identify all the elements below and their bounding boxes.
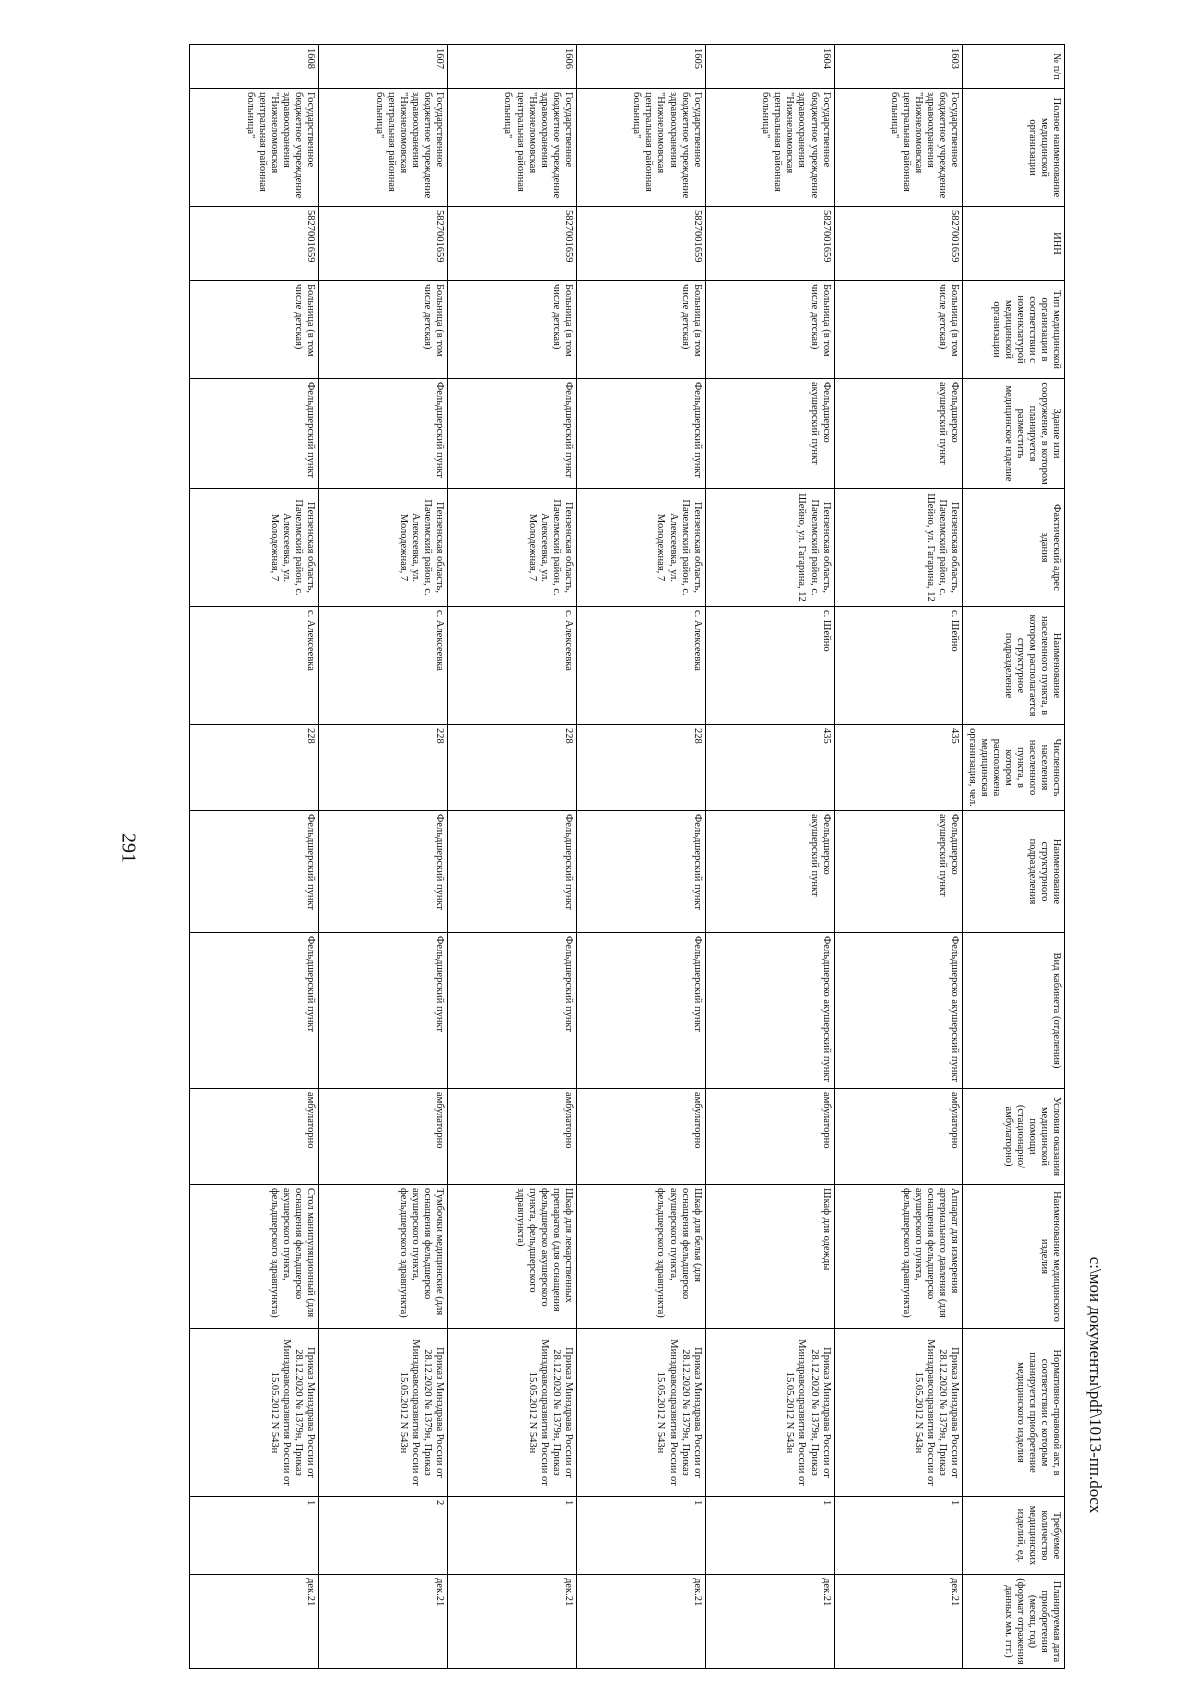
table-cell: 5827001659: [576, 207, 705, 281]
table-cell: Фельдшерско акушерский пункт: [705, 811, 834, 933]
table-cell: Фельдшерский пункт: [318, 933, 447, 1089]
table-cell: 228: [318, 725, 447, 811]
table-cell: 5827001659: [705, 207, 834, 281]
header-cell: Наименование структурного подразделения: [963, 811, 1065, 933]
table-cell: Государственное бюджетное учреждение здравоохранения "Нижнеломовская центральная районная больница": [834, 89, 963, 207]
table-cell: Приказ Минздрава России от 28.12.2020 № 1379н, Приказ Минздравсоцразвития России от 15.05.2012 N 543н: [318, 1329, 447, 1497]
table-cell: дек.21: [190, 1575, 319, 1669]
table-cell: 5827001659: [447, 207, 576, 281]
table-cell: Приказ Минздрава России от 28.12.2020 № 1379н, Приказ Минздравсоцразвития России от 15.05.2012 N 543н: [705, 1329, 834, 1497]
table-cell: Пензенская область, Пачелмский район, с. Алексеевка, ул. Молодежная, 7: [190, 489, 319, 607]
table-cell: 228: [190, 725, 319, 811]
table-cell: Пензенская область, Пачелмский район, с. Алексеевка, ул. Молодежная, 7: [576, 489, 705, 607]
table-cell: Государственное бюджетное учреждение здравоохранения "Нижнеломовская центральная районная больница": [318, 89, 447, 207]
table-cell: 2: [318, 1497, 447, 1575]
file-path-footer: c:\мои документы\pdf\1013-пп.docx: [1086, 1256, 1105, 1514]
table-cell: Фельдшерский пункт: [447, 933, 576, 1089]
table-cell: Фельдшерский пункт: [576, 379, 705, 489]
table-cell: Больница (в том числе детская): [705, 281, 834, 379]
table-cell: Фельдшерский пункт: [447, 811, 576, 933]
table-cell: дек.21: [834, 1575, 963, 1669]
header-cell: Планируемая дата приобретения (месяц, год) (формат отражения данных мм. ггг.): [963, 1575, 1065, 1669]
table-cell: с. Алексеевка: [318, 607, 447, 725]
table-cell: Фельдшерский пункт: [318, 811, 447, 933]
table-cell: Пензенская область, Пачелмский район, с. Шейно, ул. Гагарина, 12: [834, 489, 963, 607]
header-cell: Вид кабинета (отделения): [963, 933, 1065, 1089]
table-cell: амбулаторно: [190, 1089, 319, 1185]
table-cell: Приказ Минздрава России от 28.12.2020 № 1379н, Приказ Минздравсоцразвития России от 15.05.2012 N 543н: [834, 1329, 963, 1497]
header-cell: Наименование медицинского изделия: [963, 1185, 1065, 1329]
table-cell: 228: [576, 725, 705, 811]
table-cell: 435: [705, 725, 834, 811]
table-cell: Государственное бюджетное учреждение здравоохранения "Нижнеломовская центральная районная больница": [447, 89, 576, 207]
table-row: [576, 45, 705, 1669]
table-cell: Фельдшерско акушерский пункт: [834, 379, 963, 489]
document-table-container: [189, 44, 1065, 1668]
table-cell: Фельдшерско акушерский пункт: [705, 379, 834, 489]
table-cell: 5827001659: [318, 207, 447, 281]
table-cell: Фельдшерско акушерский пункт: [834, 933, 963, 1089]
table-cell: с. Шейно: [705, 607, 834, 725]
table-cell: Фельдшерско акушерский пункт: [834, 811, 963, 933]
table-row: [447, 45, 576, 1669]
table-cell: 1608: [190, 45, 319, 89]
table-cell: 5827001659: [190, 207, 319, 281]
header-cell: № п/п: [963, 45, 1065, 89]
table-cell: амбулаторно: [447, 1089, 576, 1185]
table-cell: Стол манипуляционный (для оснащения фельдшерско акушерского пункта, фельдшерского здравпункта): [190, 1185, 319, 1329]
table-cell: с. Алексеевка: [576, 607, 705, 725]
table-cell: с. Алексеевка: [447, 607, 576, 725]
table-cell: Шкаф для одежды: [705, 1185, 834, 1329]
table-cell: 1605: [576, 45, 705, 89]
table-cell: с. Алексеевка: [190, 607, 319, 725]
table-cell: 435: [834, 725, 963, 811]
table-cell: 1: [190, 1497, 319, 1575]
header-cell: Условия оказания медицинской помощи (стационарно/ амбулаторно): [963, 1089, 1065, 1185]
table-cell: Больница (в том числе детская): [318, 281, 447, 379]
header-cell: Фактический адрес здания: [963, 489, 1065, 607]
header-cell: Требуемое количество медицинских изделий, ед.: [963, 1497, 1065, 1575]
table-cell: Шкаф для белья (для оснащения фельдшерско акушерского пункта, фельдшерского здравпункта): [576, 1185, 705, 1329]
table-cell: дек.21: [705, 1575, 834, 1669]
header-cell: Здание или сооружение, в котором планируется разместить медицинское изделие: [963, 379, 1065, 489]
table-cell: 1606: [447, 45, 576, 89]
table-cell: амбулаторно: [318, 1089, 447, 1185]
table-cell: Тумбочки медицинские (для оснащения фельдшерско акушерского пункта, фельдшерского здравпункта): [318, 1185, 447, 1329]
table-cell: амбулаторно: [834, 1089, 963, 1185]
table-cell: 1: [576, 1497, 705, 1575]
table-row: [834, 45, 963, 1669]
table-row: [318, 45, 447, 1669]
table-cell: Пензенская область, Пачелмский район, с. Шейно, ул. Гагарина, 12: [705, 489, 834, 607]
table-cell: дек.21: [447, 1575, 576, 1669]
table-cell: 5827001659: [834, 207, 963, 281]
table-cell: Государственное бюджетное учреждение здравоохранения "Нижнеломовская центральная районная больница": [190, 89, 319, 207]
table-cell: дек.21: [318, 1575, 447, 1669]
medical-equipment-table: [189, 44, 1065, 1669]
table-cell: Пензенская область, Пачелмский район, с. Алексеевка, ул. Молодежная, 7: [447, 489, 576, 607]
table-cell: амбулаторно: [576, 1089, 705, 1185]
table-cell: 1: [447, 1497, 576, 1575]
table-cell: Больница (в том числе детская): [447, 281, 576, 379]
table-cell: амбулаторно: [705, 1089, 834, 1185]
table-cell: Больница (в том числе детская): [834, 281, 963, 379]
table-cell: Фельдшерский пункт: [576, 811, 705, 933]
header-cell: Полное наименование медицинской организации: [963, 89, 1065, 207]
header-cell: Численность населения населенного пункта, в котором расположена медицинская организация, чел.: [963, 725, 1065, 811]
table-cell: Фельдшерский пункт: [190, 811, 319, 933]
header-cell: Тип медицинской организации в соответствии с номенклатурой медицинской организации: [963, 281, 1065, 379]
header-cell: Наименование населенного пункта, в котором располагается структурное подразделение: [963, 607, 1065, 725]
table-cell: Аппарат для измерения артериального давления (для оснащения фельдшерско акушерского пункта, фельдшерского здравпункта): [834, 1185, 963, 1329]
table-cell: 228: [447, 725, 576, 811]
table-cell: Пензенская область, Пачелмский район, с. Алексеевка, ул. Молодежная, 7: [318, 489, 447, 607]
header-cell: ИНН: [963, 207, 1065, 281]
table-cell: Больница (в том числе детская): [576, 281, 705, 379]
table-cell: Приказ Минздрава России от 28.12.2020 № 1379н, Приказ Минздравсоцразвития России от 15.05.2012 N 543н: [576, 1329, 705, 1497]
table-cell: 1604: [705, 45, 834, 89]
table-cell: 1: [705, 1497, 834, 1575]
table-header-row: [963, 45, 1065, 1669]
table-cell: с. Шейно: [834, 607, 963, 725]
table-cell: 1: [834, 1497, 963, 1575]
table-cell: Приказ Минздрава России от 28.12.2020 № 1379н, Приказ Минздравсоцразвития России от 15.05.2012 N 543н: [190, 1329, 319, 1497]
table-cell: Приказ Минздрава России от 28.12.2020 № 1379н, Приказ Минздравсоцразвития России от 15.05.2012 N 543н: [447, 1329, 576, 1497]
table-cell: Фельдшерско акушерский пункт: [705, 933, 834, 1089]
table-cell: дек.21: [576, 1575, 705, 1669]
table-cell: Государственное бюджетное учреждение здравоохранения "Нижнеломовская центральная районная больница": [576, 89, 705, 207]
table-cell: Фельдшерский пункт: [576, 933, 705, 1089]
page-number: 291: [117, 833, 140, 863]
table-cell: Шкаф для лекарственных препаратов (для оснащения фельдшерско акушерского пункта, фельдшерского здравпункта): [447, 1185, 576, 1329]
table-cell: Фельдшерский пункт: [190, 933, 319, 1089]
header-cell: Нормативно-правовой акт, в соответствии с которым планируется приобретение медицинского изделия: [963, 1329, 1065, 1497]
table-cell: Фельдшерский пункт: [318, 379, 447, 489]
table-row: [190, 45, 319, 1669]
table-cell: Больница (в том числе детская): [190, 281, 319, 379]
table-cell: Фельдшерский пункт: [447, 379, 576, 489]
table-row: [705, 45, 834, 1669]
table-cell: 1607: [318, 45, 447, 89]
table-cell: 1603: [834, 45, 963, 89]
table-cell: Государственное бюджетное учреждение здравоохранения "Нижнеломовская центральная районная больница": [705, 89, 834, 207]
table-cell: Фельдшерский пункт: [190, 379, 319, 489]
